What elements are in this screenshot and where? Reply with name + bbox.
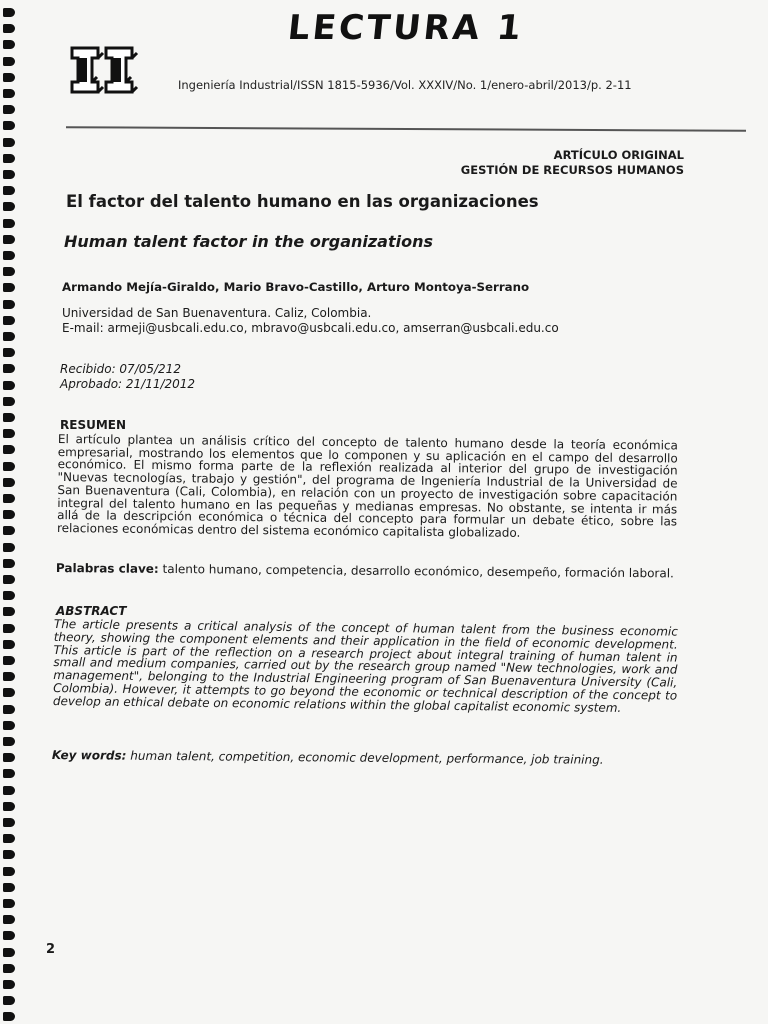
resumen-heading: RESUMEN [60,418,127,432]
binding-hole [3,559,15,568]
approved-date: Aprobado: 21/11/2012 [60,377,196,391]
binding-hole [3,316,15,325]
binding-hole [3,850,15,859]
binding-hole [3,154,15,163]
binding-hole [3,138,15,147]
binding-hole [3,834,15,843]
binding-hole [3,121,15,130]
binding-hole [3,818,15,827]
binding-hole [3,948,15,957]
binding-hole [3,899,15,908]
ii-journal-logo-icon [66,40,140,98]
binding-hole [3,543,15,552]
binding-hole [3,737,15,746]
binding-hole [3,688,15,697]
abstract-text: The article presents a critical analysis of the concept of human talent from the business economic theory, showing the component elements and their application in the field of economic development. This article is part of the reflection on a research project about integral training of human talent in small and medium companies, carried out by the research group named "New technologies, work and management", belonging to the Industrial Engineering program of San Buenaventura University (Cali, Colombia). However, it attempts to go beyond the economic or technical description of the concept to develop an ethical debate on economic relations within the global capitalist economic system. [52,617,678,715]
binding-hole [3,283,15,292]
binding-hole [3,753,15,762]
keywords-english [52,748,682,767]
binding-hole [3,73,15,82]
binding-hole [3,672,15,681]
binding-hole [3,494,15,503]
binding-hole [3,251,15,260]
page-number: 2 [46,942,56,957]
binding-hole [3,1012,15,1021]
spiral-binding [0,0,22,1024]
title-spanish: El factor del talento humano en las organizaciones [66,192,539,211]
binding-hole [3,332,15,341]
binding-hole [3,526,15,535]
binding-hole [3,8,15,17]
binding-hole [3,105,15,114]
binding-hole [3,964,15,973]
binding-hole [3,980,15,989]
binding-hole [3,721,15,730]
abstract-heading: ABSTRACT [56,604,127,618]
article-section [461,148,684,178]
binding-hole [3,656,15,665]
binding-hole [3,381,15,390]
binding-hole [3,462,15,471]
binding-hole [3,915,15,924]
binding-hole [3,40,15,49]
binding-hole [3,769,15,778]
keywords-spanish [56,562,678,580]
binding-hole [3,235,15,244]
affiliation: Universidad de San Buenaventura. Caliz, Colombia. [62,306,372,320]
keywords-spanish-text: talento humano, competencia, desarrollo económico, desempeño, formación laboral. [162,561,674,581]
binding-hole [3,883,15,892]
binding-hole [3,348,15,357]
binding-hole [3,640,15,649]
binding-hole [3,202,15,211]
binding-hole [3,300,15,309]
binding-hole [3,219,15,228]
binding-hole [3,413,15,422]
header-divider [66,126,746,131]
binding-hole [3,267,15,276]
binding-hole [3,170,15,179]
binding-hole [3,802,15,811]
article-area: GESTIÓN DE RECURSOS HUMANOS [460,163,684,177]
binding-hole [3,186,15,195]
binding-hole [3,867,15,876]
authors: Armando Mejía-Giraldo, Mario Bravo-Castillo, Arturo Montoya-Serrano [62,280,530,294]
binding-hole [3,478,15,487]
title-english: Human talent factor in the organizations [64,232,434,251]
affiliation-block [62,306,559,336]
journal-citation: Ingeniería Industrial/ISSN 1815-5936/Vol. XXXIV/No. 1/enero-abril/2013/p. 2-11 [178,78,632,92]
received-date: Recibido: 07/05/212 [60,362,181,376]
email-addresses: E-mail: armeji@usbcali.edu.co, mbravo@usbcali.edu.co, amserran@usbcali.edu.co [62,321,559,335]
binding-hole [3,996,15,1005]
dates-block [60,362,195,392]
binding-hole [3,705,15,714]
binding-hole [3,591,15,600]
keywords-english-text: human talent, competition, economic development, performance, job training. [130,748,604,767]
handwritten-note: LECTURA 1 [285,8,526,48]
keywords-spanish-label: Palabras clave: [55,561,159,576]
keywords-english-label: Key words: [51,748,127,763]
binding-hole [3,57,15,66]
binding-hole [3,364,15,373]
resumen-text: El artículo plantea un análisis crítico del concepto de talento humano desde la teoría económica empresarial, mostrando los elementos que lo componen y su aplicación en el campo del desarrollo económico. El mismo forma parte de la reflexión realizada al interior del grupo de investigación "Nuevas tecnologías, trabajo y gestión", del programa de Ingeniería Industrial de la Universidad de San Buenaventura (Cali, Colombia), en relación con un proyecto de investigación sobre capacitación integral del talento humano en las pequeñas y medianas empresas. No obstante, se intenta ir más allá de la descripción económica o técnica del concepto para formular un debate ético, sobre las relaciones económicas dentro del sistema económico capitalista globalizado. [56,432,678,540]
binding-hole [3,624,15,633]
binding-hole [3,931,15,940]
binding-hole [3,24,15,33]
binding-hole [3,89,15,98]
binding-hole [3,397,15,406]
binding-hole [3,607,15,616]
binding-hole [3,445,15,454]
binding-hole [3,429,15,438]
article-type: ARTÍCULO ORIGINAL [553,148,684,162]
binding-hole [3,575,15,584]
binding-hole [3,510,15,519]
binding-hole [3,786,15,795]
